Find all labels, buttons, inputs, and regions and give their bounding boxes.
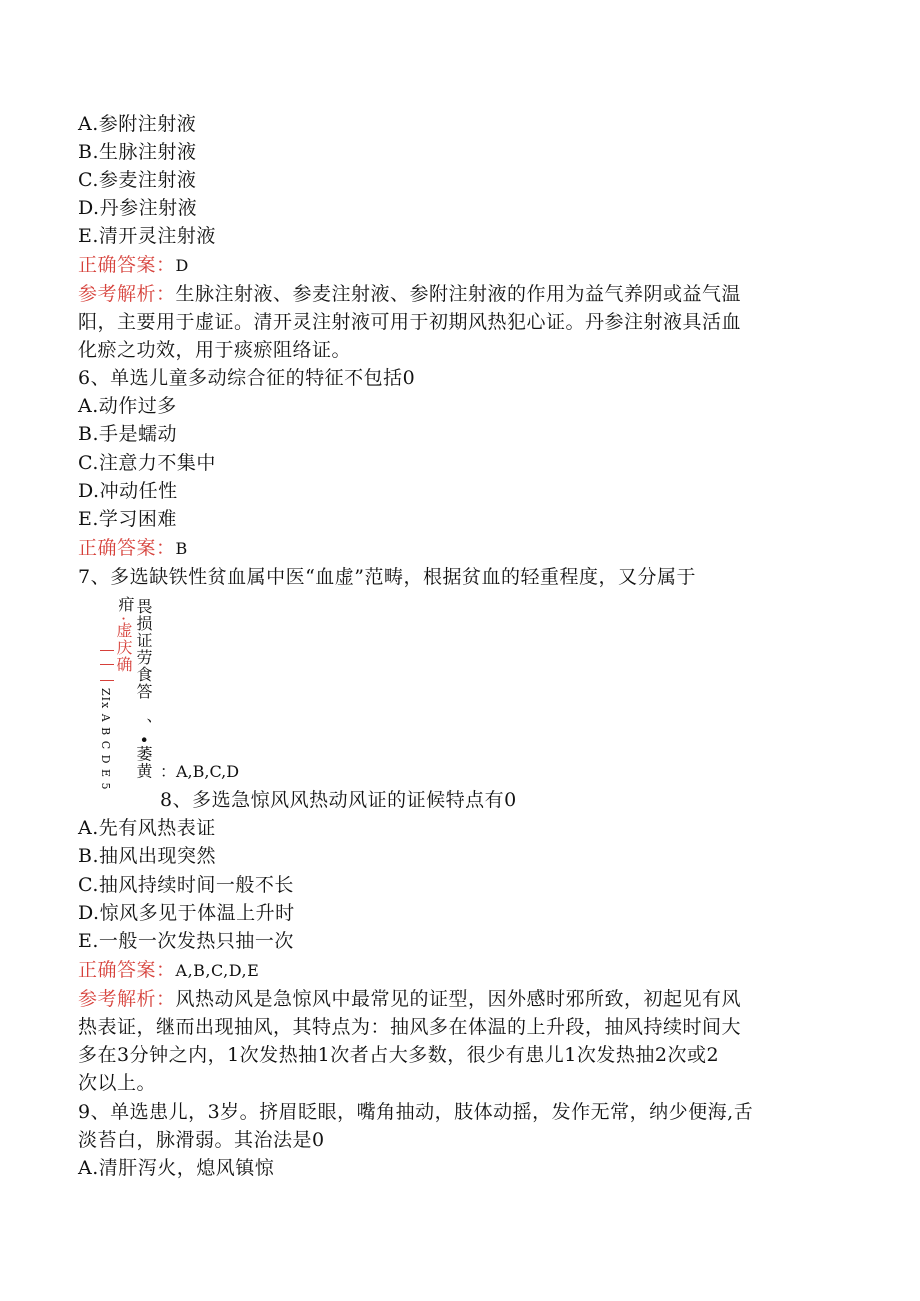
q5-analysis-label: 参考解析： (78, 283, 176, 305)
q5-answer-value: D (175, 256, 189, 275)
q8-option-e: E.一般一次发热只抽一次 (78, 930, 294, 952)
q8-stem: 8、多选急惊风风热动风证的证候特点有0 (160, 789, 517, 811)
q8-analysis-label: 参考解析： (78, 988, 176, 1010)
q9-option-a: A.清肝泻火，熄风镇惊 (78, 1157, 275, 1179)
q5-option-c: C.参麦注射液 (78, 169, 197, 191)
q7-garble-col4: ZIx A B C D E 5 (99, 688, 112, 791)
q8-analysis-line3: 多在3分钟之内，1次发热抽1次者占大多数，很少有患儿1次发热抽2次或2 (78, 1044, 720, 1066)
q5-analysis-text1: 生脉注射液、参麦注射液、参附注射液的作用为益气养阴或益气温 (175, 283, 742, 305)
q5-option-a: A.参附注射液 (78, 113, 197, 135)
q6-option-e: E.学习困难 (78, 508, 177, 530)
red-rule-3 (100, 680, 114, 681)
q6-option-c: C.注意力不集中 (78, 452, 216, 474)
q7-garble-col2: 畏损证劳食答 (134, 598, 153, 700)
q7-answer-value: ：A,B,C,D (160, 762, 240, 781)
q8-analysis-line1 (78, 985, 741, 1013)
q7-garble-col5: 、•萎黄 (134, 718, 153, 780)
q8-answer (78, 956, 259, 985)
q8-analysis-line2: 热表证，继而出现抽风，其特点为：抽风多在体温的上升段，抽风持续时间大 (78, 1016, 742, 1038)
q5-answer-label: 正确答案： (78, 254, 176, 276)
q6-option-b: B.手是蠕动 (78, 423, 178, 445)
q6-option-d: D.冲动任性 (78, 480, 178, 502)
q5-option-d: D.丹参注射液 (78, 197, 198, 219)
q7-garbled-options (96, 596, 166, 791)
q6-answer-label: 正确答案： (78, 537, 176, 559)
red-rule-2 (100, 664, 114, 665)
q8-analysis-text1: 风热动风是急惊风中最常见的证型，因外感时邪所致，初起见有风 (175, 988, 742, 1010)
q8-analysis-line4: 次以上。 (78, 1072, 157, 1094)
q5-analysis-line2: 阳，主要用于虚证。清开灵注射液可用于初期风热犯心证。丹参注射液具活血 (78, 311, 742, 333)
q9-stem-line1: 9、单选患儿，3岁。挤眉眨眼，嘴角抽动，肢体动摇，发作无常，纳少便海,舌 (78, 1101, 754, 1123)
q5-analysis-line3: 化瘀之功效，用于痰瘀阻络证。 (78, 339, 352, 361)
q8-option-b: B.抽风出现突然 (78, 845, 217, 867)
q6-answer-value: B (175, 539, 188, 558)
q9-stem-line2: 淡苔白，脉滑弱。其治法是0 (78, 1129, 325, 1151)
q5-option-b: B.生脉注射液 (78, 141, 197, 163)
q7-garble-col1: ·虚庆确 (114, 616, 133, 674)
q6-stem: 6、单选儿童多动综合征的特征不包括0 (78, 367, 416, 389)
q5-option-e: E.清开灵注射液 (78, 225, 216, 247)
red-rule-1 (100, 650, 114, 651)
q5-analysis-line1 (78, 280, 741, 308)
q8-answer-label: 正确答案： (78, 959, 176, 981)
q7-garble-col3: 疳 (116, 596, 135, 613)
q8-answer-value: A,B,C,D,E (175, 961, 260, 980)
q6-option-a: A.动作过多 (78, 395, 177, 417)
q8-option-d: D.惊风多见于体温上升时 (78, 902, 295, 924)
q6-answer (78, 534, 188, 563)
q7-stem: 7、多选缺铁性贫血属中医“血虚”范畴，根据贫血的轻重程度，又分属于 (78, 566, 697, 588)
q5-answer (78, 251, 189, 280)
q8-option-c: C.抽风持续时间一般不长 (78, 874, 294, 896)
q8-option-a: A.先有风热表证 (78, 817, 216, 839)
